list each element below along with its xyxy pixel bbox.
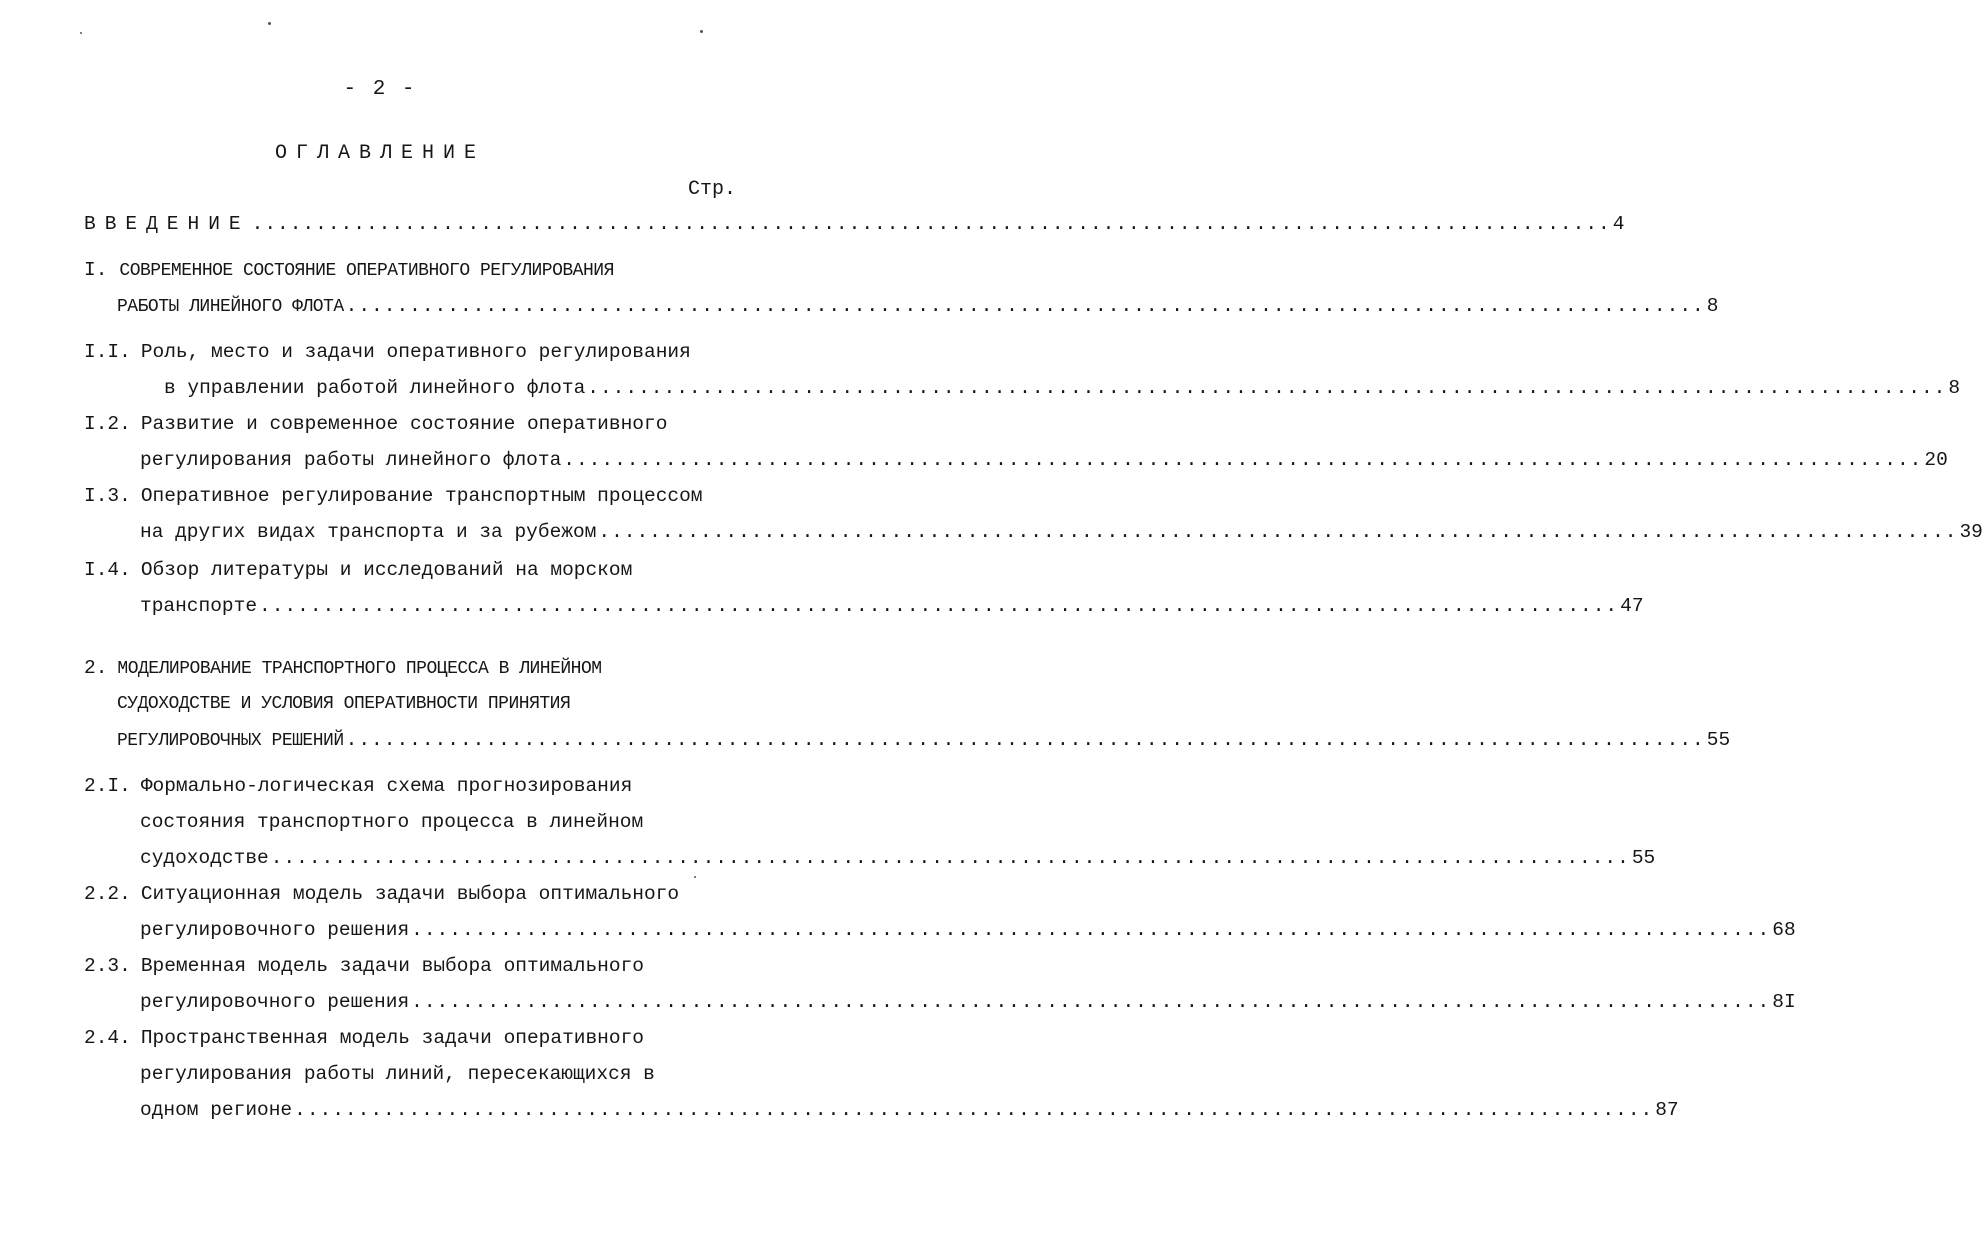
toc-entry-s1-3-cont — [140, 518, 1983, 546]
leader-dots: ........................................................................................................... — [251, 213, 1611, 235]
entry-title-cont: судоходстве — [140, 847, 269, 869]
toc-entry-s1-4-cont — [140, 592, 1644, 620]
entry-title-cont: в управлении работой линейного флота — [164, 377, 586, 399]
entry-number: 2.2. — [84, 883, 131, 905]
toc-entry-s2-1 — [84, 772, 726, 800]
entry-page: 87 — [1655, 1099, 1679, 1121]
entry-page: 68 — [1772, 919, 1796, 941]
entry-title-cont: транспорте — [140, 595, 258, 617]
scan-speck — [80, 32, 82, 34]
entry-number: I.4. — [84, 559, 131, 581]
toc-entry-s2-2 — [84, 880, 726, 908]
leader-dots: ........................................................................................................... — [294, 1099, 1654, 1121]
entry-title: МОДЕЛИРОВАНИЕ ТРАНСПОРТНОГО ПРОЦЕССА В ЛИНЕЙНОМ — [117, 659, 602, 679]
leader-dots: ........................................................................................................... — [598, 521, 1958, 543]
entry-title-cont: СУДОХОДСТВЕ И УСЛОВИЯ ОПЕРАТИВНОСТИ ПРИНЯТИЯ — [117, 694, 571, 714]
entry-title-cont: одном регионе — [140, 1099, 293, 1121]
toc-entry-s2-4-cont2 — [140, 1096, 1679, 1124]
entry-number: I.2. — [84, 413, 131, 435]
toc-entry-intro — [84, 210, 1625, 238]
scan-speck — [268, 22, 271, 25]
entry-page: 55 — [1631, 847, 1656, 869]
entry-page: 39 — [1959, 521, 1983, 543]
entry-title-cont: регулировочного решения — [140, 919, 410, 941]
entry-number: 2. — [84, 657, 108, 679]
toc-entry-s1-4 — [84, 556, 726, 584]
entry-number: I. — [84, 259, 108, 281]
entry-title-cont: регулировочного решения — [140, 991, 410, 1013]
toc-entry-s2-3 — [84, 952, 726, 980]
entry-title: Роль, место и задачи оперативного регулирования — [140, 341, 691, 363]
entry-page: 8 — [1948, 377, 1961, 399]
entry-page: 4 — [1612, 213, 1625, 235]
entry-number: 2.3. — [84, 955, 131, 977]
leader-dots: ........................................................................................................... — [411, 919, 1771, 941]
entry-title-cont: состояния транспортного процесса в линейном — [140, 811, 644, 833]
entry-title-cont: на других видах транспорта и за рубежом — [140, 521, 597, 543]
entry-page: 20 — [1924, 449, 1948, 471]
leader-dots: ........................................................................................................... — [587, 377, 1947, 399]
entry-page: 55 — [1706, 729, 1731, 751]
toc-entry-s2-1-cont1 — [140, 808, 726, 836]
toc-entry-s1-2 — [84, 410, 726, 438]
entry-title: Временная модель задачи выбора оптимального — [140, 955, 644, 977]
toc-entry-ch2-cont1 — [117, 690, 726, 718]
entry-title-cont: регулирования работы линейного флота — [140, 449, 562, 471]
leader-dots: ........................................................................................................... — [345, 295, 1705, 317]
entry-page: 47 — [1620, 595, 1644, 617]
entry-number: 2.I. — [84, 775, 131, 797]
entry-number: I.I. — [84, 341, 131, 363]
toc-entry-ch1-cont — [117, 292, 1719, 320]
entry-title-cont: регулирования работы линий, пересекающихся в — [140, 1063, 655, 1085]
toc-entry-s1-1-cont — [164, 374, 1961, 402]
page-number: - 2 - — [343, 78, 417, 101]
leader-dots: ........................................................................................................... — [259, 595, 1619, 617]
scan-speck — [694, 876, 696, 878]
entry-title: Формально-логическая схема прогнозирования — [140, 775, 633, 797]
entry-page: 8I — [1772, 991, 1796, 1013]
toc-entry-s1-3 — [84, 482, 726, 510]
toc-entry-s2-4-cont1 — [140, 1060, 726, 1088]
entry-title: Оперативное регулирование транспортным процессом — [140, 485, 703, 507]
entry-title: Пространственная модель задачи оперативного — [140, 1027, 644, 1049]
page-column-label: Стр. — [687, 178, 736, 201]
toc-entry-ch2-cont2 — [117, 726, 1731, 754]
toc-entry-s2-1-cont2 — [140, 844, 1656, 872]
toc-entry-s2-3-cont — [140, 988, 1796, 1016]
toc-entry-s1-2-cont — [140, 446, 1948, 474]
leader-dots: ........................................................................................................... — [411, 991, 1771, 1013]
entry-title: Развитие и современное состояние оперативного — [140, 413, 668, 435]
leader-dots: ........................................................................................................... — [563, 449, 1923, 471]
toc-entry-ch2 — [84, 654, 726, 682]
toc-entry-s2-4 — [84, 1024, 726, 1052]
leader-dots: ........................................................................................................... — [345, 729, 1705, 751]
entry-title-cont: РЕГУЛИРОВОЧНЫХ РЕШЕНИЙ — [117, 731, 344, 751]
entry-title: СОВРЕМЕННОЕ СОСТОЯНИЕ ОПЕРАТИВНОГО РЕГУЛИРОВАНИЯ — [119, 261, 614, 281]
entry-title: Ситуационная модель задачи выбора оптимального — [140, 883, 680, 905]
entry-page: 8 — [1706, 295, 1719, 317]
leader-dots: ........................................................................................................... — [270, 847, 1630, 869]
entry-title-cont: РАБОТЫ ЛИНЕЙНОГО ФЛОТА — [117, 297, 344, 317]
entry-number: 2.4. — [84, 1027, 131, 1049]
scan-speck — [700, 30, 703, 33]
entry-title: Обзор литературы и исследований на морском — [140, 559, 633, 581]
entry-title: ВВЕДЕНИЕ — [84, 213, 250, 235]
toc-entry-ch1 — [84, 256, 726, 284]
toc-entry-s2-2-cont — [140, 916, 1796, 944]
toc-title: ОГЛАВЛЕНИЕ — [274, 142, 486, 165]
entry-number: I.3. — [84, 485, 131, 507]
toc-entry-s1-1 — [84, 338, 726, 366]
